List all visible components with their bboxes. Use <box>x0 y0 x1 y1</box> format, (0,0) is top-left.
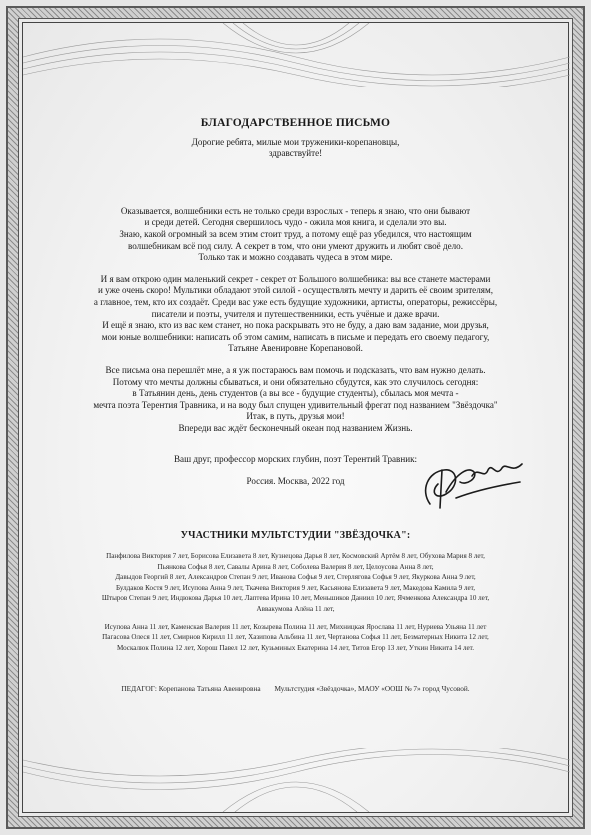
text-line: Итак, в путь, друзья мои! <box>246 411 345 422</box>
footer-teacher: ПЕДАГОГ: Корепанова Татьяна Авенировна <box>121 684 261 694</box>
participants-heading: УЧАСТНИКИ МУЛЬТСТУДИИ "ЗВЁЗДОЧКА": <box>180 530 411 542</box>
names-line: Пьянкова Софья 8 лет, Савалы Арина 8 лет, Соболева Валерия 8 лет, Целоусова Анна 8 лет, <box>157 562 434 571</box>
footer-studio: Мультстудия «Звёздочка», МАОУ «ООШ № 7» город Чусовой. <box>274 684 470 694</box>
text-line: Только так и можно создавать чудеса в этом мире. <box>198 252 393 263</box>
participants-list <box>44 551 547 653</box>
names-line: Булдаков Костя 9 лет, Исупова Анна 9 лет, Ткачева Виктория 9 лет, Касьянова Елизавета 9 лет, Македова Камила 9 лет, <box>115 583 476 592</box>
text-line: И я вам открою один маленький секрет - секрет от Большого волшебника: вы все станете мастерами <box>100 273 491 284</box>
text-line: Потому что мечты должны сбываться, и они обязательно сбудутся, как это случилось сегодня: <box>112 376 479 387</box>
place-date: Россия. Москва, 2022 год <box>246 476 345 487</box>
text-line: и среди детей. Сегодня свершилось чудо - ожила моя книга, и сделали это вы. <box>144 217 447 228</box>
letter-content <box>44 118 547 805</box>
signature-block <box>44 454 547 522</box>
paragraph-3 <box>44 365 547 435</box>
paragraph-1 <box>44 206 547 264</box>
text-line: Татьяне Авенировне Корепановой. <box>228 343 363 354</box>
names-line: Аввакумова Алёна 11 лет, <box>256 605 335 614</box>
spacer <box>44 615 547 622</box>
greeting <box>44 137 547 160</box>
signature-text: Ваш друг, профессор морских глубин, поэт Терентий Травник: <box>173 454 418 465</box>
names-line: Давыдов Георгий 8 лет, Александров Степан 9 лет, Иванова Софья 9 лет, Стерлягова Софья 9 лет, Якуркова Анна 9 лет, <box>115 573 476 582</box>
names-line: Штыров Степан 9 лет, Индюкова Дарья 10 лет, Лаптева Ирина 10 лет, Меньшиков Даниил 10 лет, Ячменкова Александра 10 лет, <box>101 594 490 603</box>
text-line: в Татьянин день, день студентов (а вы все - будущие студенты), сбылась моя мечта - <box>132 388 459 399</box>
text-line: Впереди вас ждёт бесконечный океан под названием Жизнь. <box>178 422 413 433</box>
text-line: и уже очень скоро! Мультики обладают этой силой - осуществлять мечту и дарить её своим зрителям, <box>98 285 493 296</box>
text-line: мои юные волшебники: написать об этом самим, написать в письме и передать его своему педагогу, <box>101 331 490 342</box>
text-line: Знаю, какой огромный за всем этим стоит труд, а потому ещё раз убедился, что настоящим <box>119 228 472 239</box>
guilloche-top-ornament <box>23 23 570 87</box>
document-title: БЛАГОДАРСТВЕННОЕ ПИСЬМО <box>200 117 391 129</box>
text-line: а главное, тем, кто их создаёт. Среди вас уже есть будущие художники, артисты, операторы, режиссёры, <box>93 296 498 307</box>
greeting-line: Дорогие ребята, милые мои труженики-корепановцы, <box>191 136 400 147</box>
text-line: И ещё я знаю, кто из вас кем станет, но пока раскрывать это не буду, а даю вам задание, мои друзья, <box>102 320 489 331</box>
paragraph-2 <box>44 274 547 355</box>
names-line: Панфилова Виктория 7 лет, Борисова Елизавета 8 лет, Кузнецова Дарья 8 лет, Космовский Артём 8 лет, Обухова Мария 8 лет, <box>106 552 485 561</box>
text-line: Все письма она перешлёт мне, а я уж постараюсь вам помочь и подсказать, что вам нужно делать. <box>105 364 486 375</box>
names-line: Исупова Анна 11 лет, Каменская Валерия 11 лет, Козырева Полина 11 лет, Михницкая Ярослава 11 лет, Нуриева Ульяна 11 лет <box>104 622 487 631</box>
text-line: мечта поэта Терентия Травника, и на воду был спущен удивительный фрегат под названием "Звёздочка" <box>93 399 498 410</box>
handwritten-signature <box>416 452 526 514</box>
text-line: волшебникам всё под силу. А секрет в том, что они умеют дружить и любят своё дело. <box>128 240 463 251</box>
greeting-line: здравствуйте! <box>268 148 323 159</box>
names-line: Москалюк Полина 12 лет, Хорош Павел 12 лет, Кузьминых Екатерина 14 лет, Титов Егор 13 лет, Уткин Никита 14 лет. <box>116 643 475 652</box>
footer <box>44 683 547 695</box>
names-line: Пагасова Олеся 11 лет, Смирнов Кирилл 11 лет, Хазипова Альбина 11 лет, Чертанова Софья 11 лет, Безматерных Никита 12 лет, <box>102 633 489 642</box>
text-line: писатели и поэты, учителя и путешественники, есть учёные и даже врачи. <box>151 308 440 319</box>
text-line: Оказывается, волшебники есть не только среди взрослых - теперь я знаю, что они бывают <box>120 205 471 216</box>
